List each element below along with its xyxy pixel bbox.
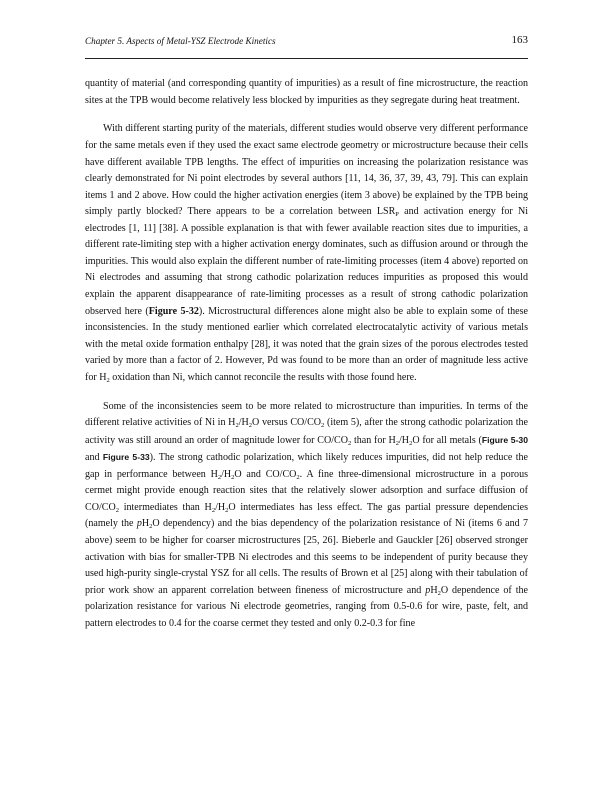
subscript: 2	[149, 523, 153, 531]
text-run: and activation energy for Ni electrodes [1, 11] [38]. A possible explanation is that with fewer available reaction sites due to impurities, a different rate-limiting step with a higher activation energy dominates, such as diffusion around or through the impurities. This would also explain the different number of rate-limiting processes (item 4 above) reported on Ni electrodes and assuming that strong cathodic polarization reduces impurities as proposed this would explain the apparent disappearance of rate-limiting processes as a result of strong cathodic polarization observed here (	[85, 206, 529, 317]
text-run: O dependency) and the bias dependency of the polarization resistance of Ni (items 6 and 7 above) seem to be higher for coarser microstructures [25, 26]. Bieberle and Gauckler [26] observed stronger activation with bias for smaller-TPB Ni electrodes and this seems to be independent of purity because they used high-purity single-crystal YSZ for all cells. The results of Brown et al [25] along with their tabulation of prior work show an apparent correlation between fineness of microstructure and	[85, 518, 529, 596]
text-run: and	[85, 452, 103, 464]
text-run: . A fine three-dimensional microstructure in a porous cermet might provide enough reaction sites that the relatively slower adsorption and surface diffusion of CO/CO	[85, 468, 529, 513]
subscript: 2	[248, 422, 253, 430]
body-text	[85, 76, 528, 645]
text-run: /H	[238, 417, 249, 429]
italic-text: p	[136, 518, 142, 530]
paragraph-2	[85, 121, 528, 386]
text-run: O and CO/CO	[234, 468, 297, 480]
text-run: quantity of material (and corresponding quantity of impurities) as a result of fine microstructure, the reaction sites at the TPB would become relatively less blocked by impurities as they segregate during heat treatment.	[85, 78, 528, 106]
subscript: 2	[225, 506, 229, 514]
chapter-title: Chapter 5. Aspects of Metal-YSZ Electrode Kinetics	[85, 36, 276, 46]
subscript: 2	[106, 376, 110, 384]
subscript: 2	[296, 473, 300, 481]
text-run: H	[430, 584, 438, 596]
header-rule	[85, 58, 528, 59]
text-run: oxidation than Ni, which cannot reconcile the results with those found here.	[109, 371, 417, 383]
italic-text: p	[425, 584, 431, 596]
subscript: 2	[217, 473, 222, 481]
figure-reference: Figure 5-32	[148, 305, 199, 317]
subscript: 2	[231, 473, 235, 481]
text-run: With different starting purity of the materials, different studies would observe very different performance for the same metals even if they used the exact same electrode geometry or microstructure because their cells have different available TPB lengths. The effect of impurities on increasing the polarization resistance was clearly demonstrated for Ni point electrodes by several authors [11, 14, 36, 37, 39, 43, 79]. This can explain items 1 and 2 above. How could the higher activation energies (item 3 above) be explained by the TPB being simply partly blocked? There appears to be a correlation between LSR	[85, 123, 528, 218]
paragraph-3	[85, 399, 528, 633]
subscript: 2	[321, 422, 325, 430]
subscript: 2	[235, 422, 239, 430]
text-run: Some of the inconsistencies seem to be more related to microstructure than impurities. In terms of the different relative activities of Ni in H	[85, 400, 528, 429]
page-number: 163	[511, 34, 528, 46]
figure-reference: Figure 5-30	[481, 434, 528, 445]
subscript: 2	[437, 589, 441, 597]
text-run: /H	[399, 434, 410, 446]
text-run: than for H	[351, 434, 396, 446]
text-run: (item 5), after the strong cathodic polarization the activity was still around an order of magnitude lower for CO/CO	[85, 417, 529, 446]
text-run: /H	[215, 501, 226, 513]
subscript: P	[395, 211, 399, 219]
text-run: intermediates than H	[118, 501, 212, 513]
text-run: O for all metals (	[412, 434, 482, 446]
subscript: 2	[347, 439, 352, 447]
text-run: ). The strong cathodic polarization, which likely reduces impurities, did not help reduce the gap in performance between H	[85, 452, 528, 480]
text-run: H	[141, 518, 150, 530]
subscript: 2	[409, 439, 413, 447]
text-run: O versus CO/CO	[252, 417, 322, 429]
text-run: O intermediates has less effect. The gas partial pressure dependencies (namely the	[85, 501, 528, 530]
paragraph-1	[85, 76, 528, 109]
running-header	[85, 34, 528, 50]
subscript: 2	[395, 439, 399, 447]
text-run: /H	[221, 468, 232, 480]
figure-reference: Figure 5-33	[102, 452, 150, 463]
text-run: O dependence of the polarization resistance for various Ni electrode geometries, ranging from 0.5-0.6 for wire, paste, felt, and pattern electrodes to 0.4 for the coarse cermet they tested and only 0.2-0.3 for fine	[85, 584, 528, 629]
text-run: ). Microstructural differences alone might also be able to explain some of these inconsistencies. In the study mentioned earlier which correlated electrocatalytic activity of various metals with the metal oxide formation enthalpy [28], it was noted that the grain sizes of the porous electrodes tested varied by more than a factor of 2. However, Pd was found to be more than an order of magnitude less active for H	[85, 305, 528, 383]
subscript: 2	[115, 506, 119, 514]
subscript: 2	[211, 506, 216, 514]
